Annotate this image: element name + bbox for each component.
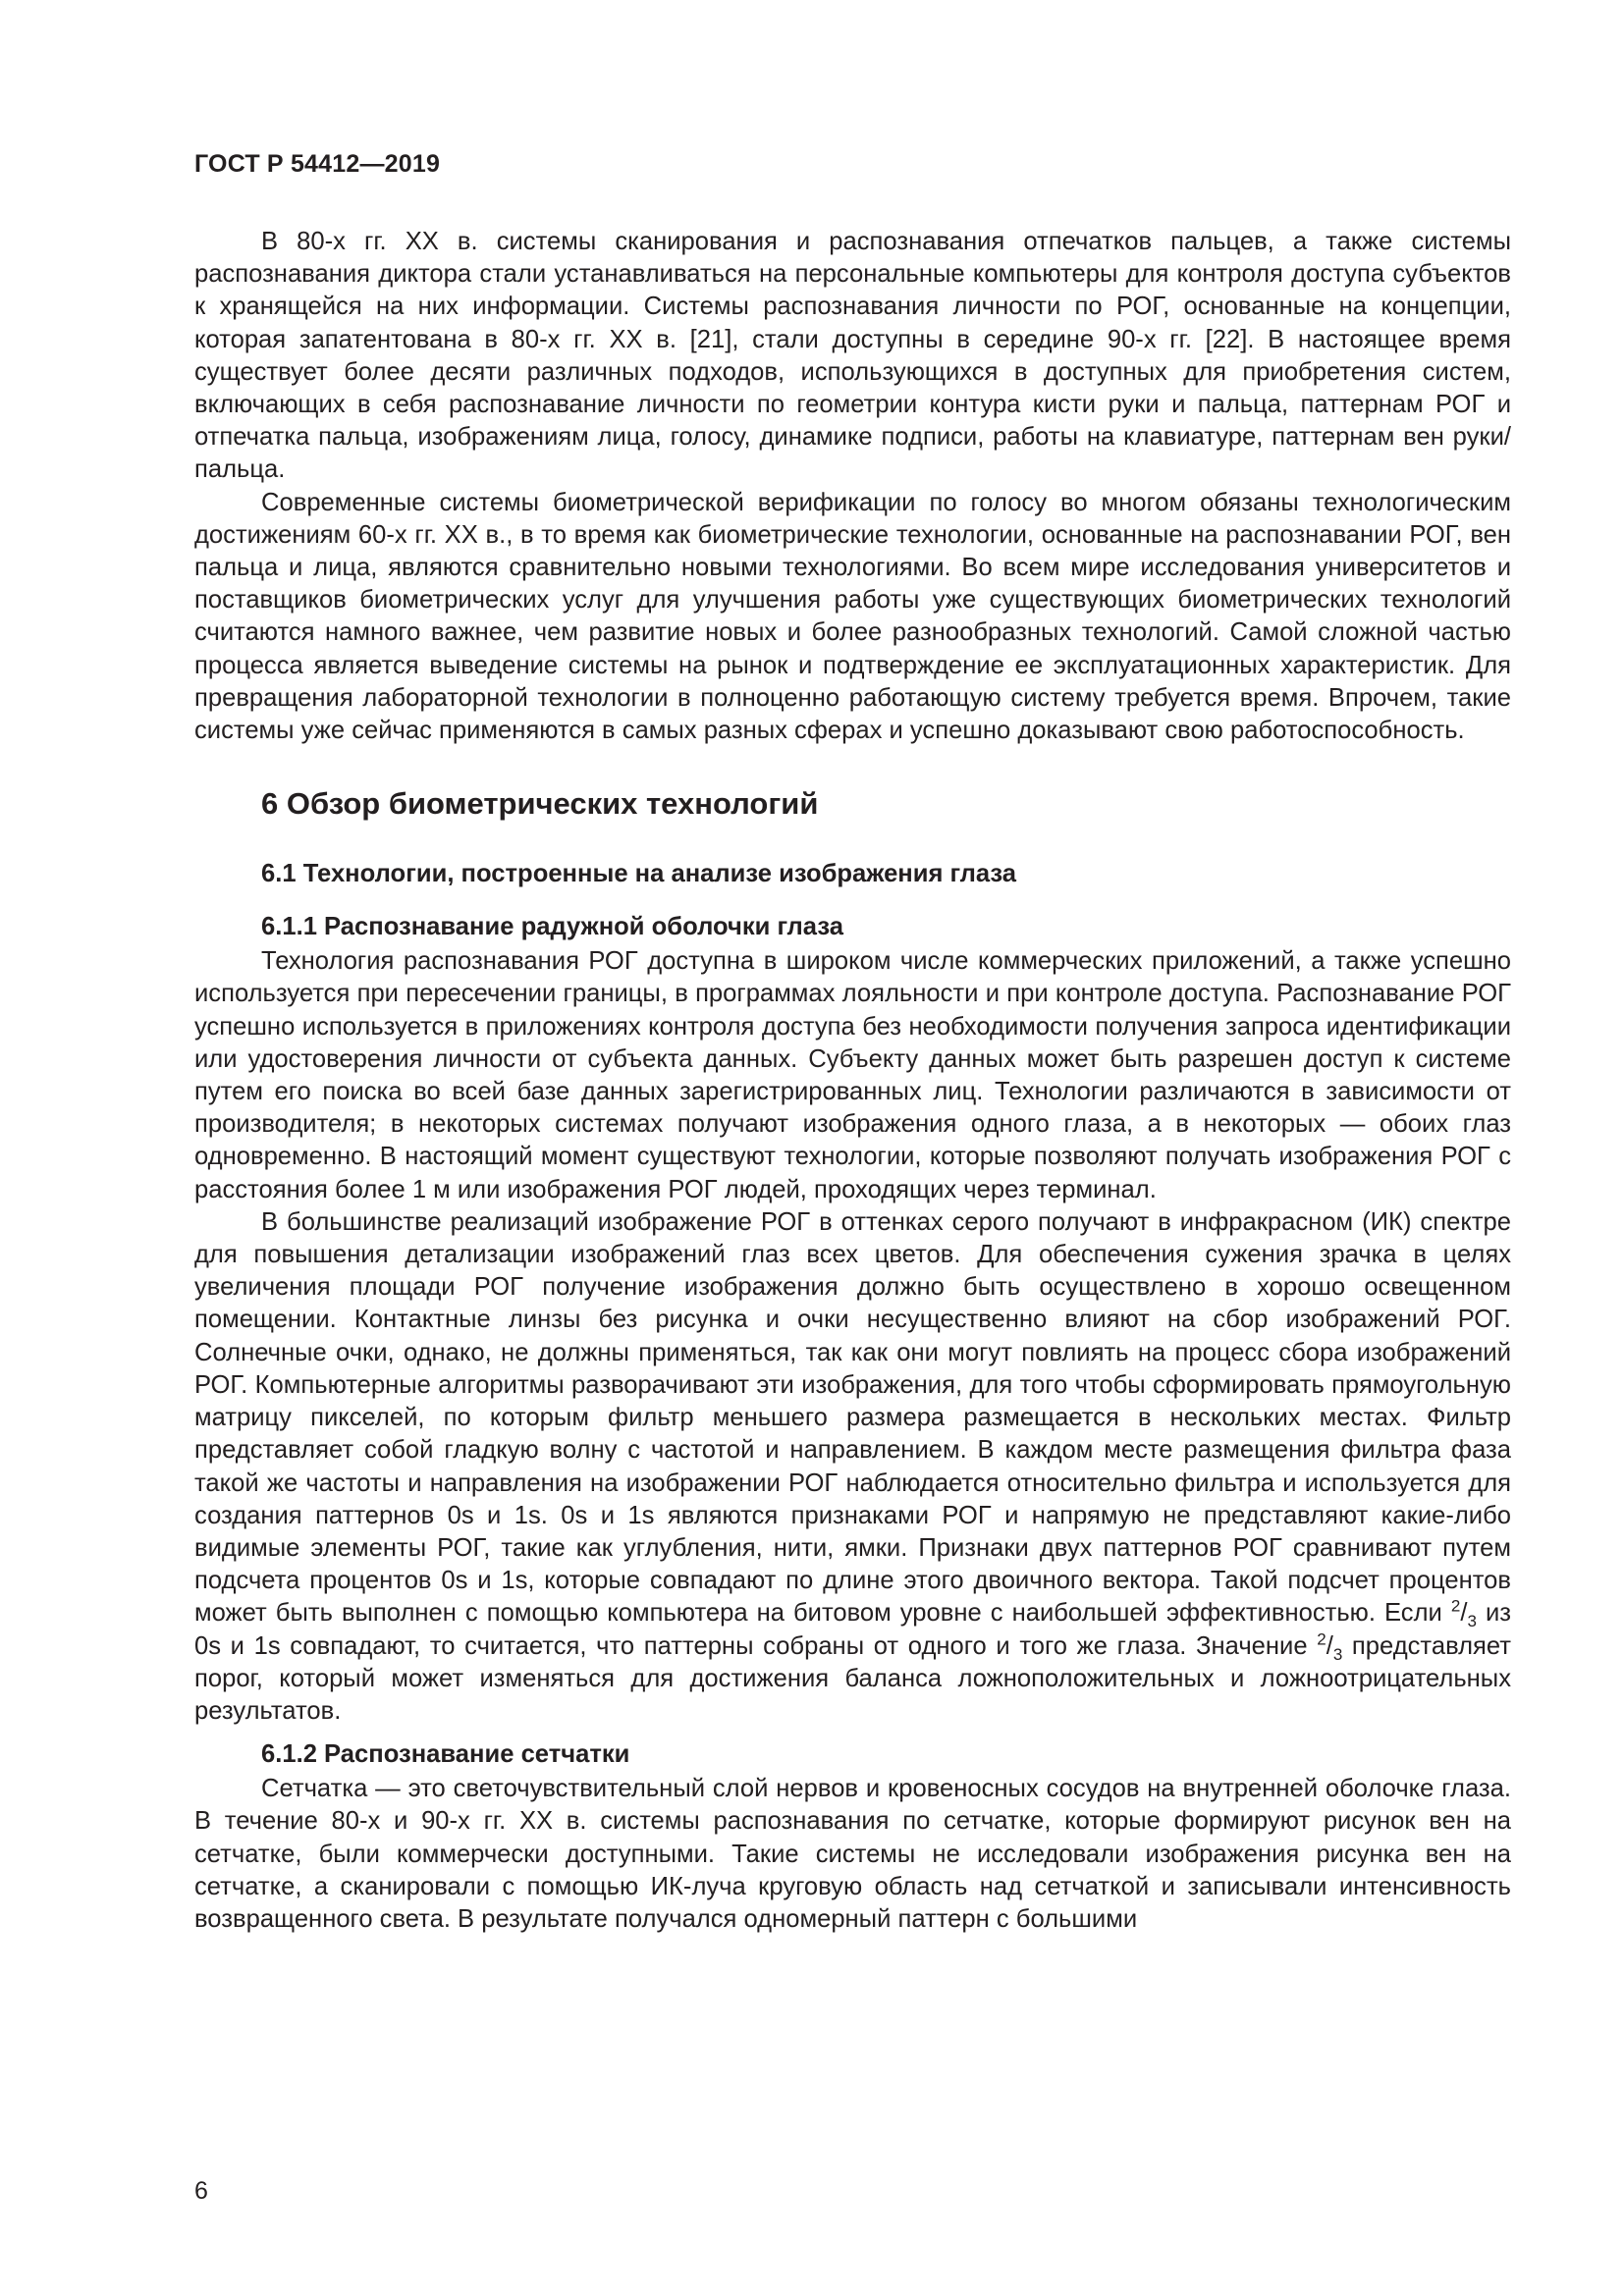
paragraph: В 80-х гг. XX в. системы сканирования и распознавания отпечатков пальцев, а также системы распознавания диктора стали устанавливаться на персональные компьютеры для контроля доступа субъектов к хранящейся на них информации. Системы распознавания личности по РОГ, основанные на концепции, которая запатентована в 80-х гг. XX в. [21], стали доступны в середине 90-х гг. [22]. В настоящее время существует более десяти различных подходов, использующихся в доступных для приобретения систем, включающих в себя распознавание личности по геометрии контура кисти руки и пальца, паттернам РОГ и отпечатка пальца, изображениям лица, голосу, динамике подписи, работы на клавиатуре, паттернам вен руки/пальца. (194, 228, 1511, 484)
fraction-numerator: 2 (1317, 1629, 1326, 1648)
fraction-numerator: 2 (1450, 1596, 1461, 1616)
document-body (194, 226, 1511, 1936)
fraction-slash: / (1326, 1631, 1333, 1660)
paragraph: Сетчатка — это светочувствительный слой нервов и кровеносных сосудов на внутренней оболочке глаза. В течение 80-х и 90-х гг. XX в. системы распознавания по сетчатке, которые формируют рисунок вен на сетчатке, были коммерчески доступными. Такие системы не исследовали изображения рисунка вен на сетчатке, а сканировали с помощью ИК-луча круговую область над сетчаткой и записывали интенсивность возвращенного света. В результате получался одномерный паттерн с большими (194, 1775, 1511, 1933)
fraction-two-thirds (1317, 1629, 1343, 1664)
subsection-heading: 6.1 Технологии, построенные на анализе изображения глаза (261, 860, 1016, 888)
fraction-slash: / (1460, 1599, 1468, 1628)
subsubsection-heading: 6.1.2 Распознавание сетчатки (261, 1740, 630, 1769)
page-number: 6 (194, 2177, 208, 2205)
paragraph (194, 1206, 1511, 1728)
section-heading: 6 Обзор биометрических технологий (261, 786, 819, 822)
subsubsection-heading: 6.1.1 Распознавание радужной оболочки глаза (261, 913, 843, 941)
fraction-denominator: 3 (1467, 1612, 1477, 1631)
fraction-denominator: 3 (1332, 1644, 1343, 1664)
paragraph: Технология распознавания РОГ доступна в широком числе коммерческих приложений, а также успешно используется при пересечении границы, в программах лояльности и при контроле доступа. Распознавание РОГ успешно используется в приложениях контроля доступа без необходимости получения запроса идентификации или удостоверения личности от субъекта данных. Субъекту данных может быть разрешен доступ к системе путем его поиска во всей базе данных зарегистрированных лиц. Технологии различаются в зависимости от производителя; в некоторых системах получают изображения одного глаза, а в некоторых — обоих глаз одновременно. В настоящий момент существуют технологии, которые позволяют получать изображения РОГ с расстояния более 1 м или изображения РОГ людей, проходящих через терминал. (194, 947, 1511, 1203)
paragraph-text: представляет порог, который может изменяться для достижения баланса ложноположительных и ложноотрицательных результатов. (194, 1631, 1512, 1725)
document-header: ГОСТ Р 54412—2019 (194, 150, 441, 178)
paragraph-text: В большинстве реализаций изображение РОГ в оттенках серого получают в инфракрасном (ИК) спектре для повышения детализации изображений глаз всех цветов. Для обеспечения сужения зрачка в целях увеличения площади РОГ получение изображения должно быть осуществлено в хорошо освещенном помещении. Контактные линзы без рисунка и очки несущественно влияют на сбор изображений РОГ. Солнечные очки, однако, не должны применяться, так как они могут повлиять на процесс сбора изображений РОГ. Компьютерные алгоритмы разворачивают эти изображения, для того чтобы сформировать прямоугольную матрицу пикселей, по которым фильтр меньшего размера размещается в нескольких местах. Фильтр представляет собой гладкую волну с частотой и направлением. В каждом месте размещения фильтра фаза такой же частоты и направления на изображении РОГ наблюдается относительно фильтра и используется для создания паттернов 0s и 1s. 0s и 1s являются признаками РОГ и напрямую не представляют какие-либо видимые элементы РОГ, такие как углубления, нити, ямки. Признаки двух паттернов РОГ сравнивают путем подсчета процентов 0s и 1s, которые совпадают по длине этого двоичного вектора. Такой подсчет процентов может быть выполнен с помощью компьютера на битовом уровне с наибольшей эффективностью. Если (194, 1207, 1511, 1628)
paragraph-text: из 0s и 1s совпадают, то считается, что паттерны собраны от одного и того же глаза. Значение (194, 1599, 1511, 1660)
fraction-two-thirds (1450, 1596, 1477, 1631)
paragraph: Современные системы биометрической верификации по голосу во многом обязаны технологическим достижениям 60-х гг. XX в., в то время как биометрические технологии, основанные на распознавании РОГ, вен пальца и лица, являются сравнительно новыми технологиями. Во всем мире исследования университетов и поставщиков биометрических услуг для улучшения работы уже существующих биометрических технологий считаются намного важнее, чем развитие новых и более разнообразных технологий. Самой сложной частью процесса является выведение системы на рынок и подтверждение ее эксплуатационных характеристик. Для превращения лабораторной технологии в полноценно работающую систему требуется время. Впрочем, такие системы уже сейчас применяются в самых разных сферах и успешно доказывают свою работоспособность. (194, 488, 1511, 745)
